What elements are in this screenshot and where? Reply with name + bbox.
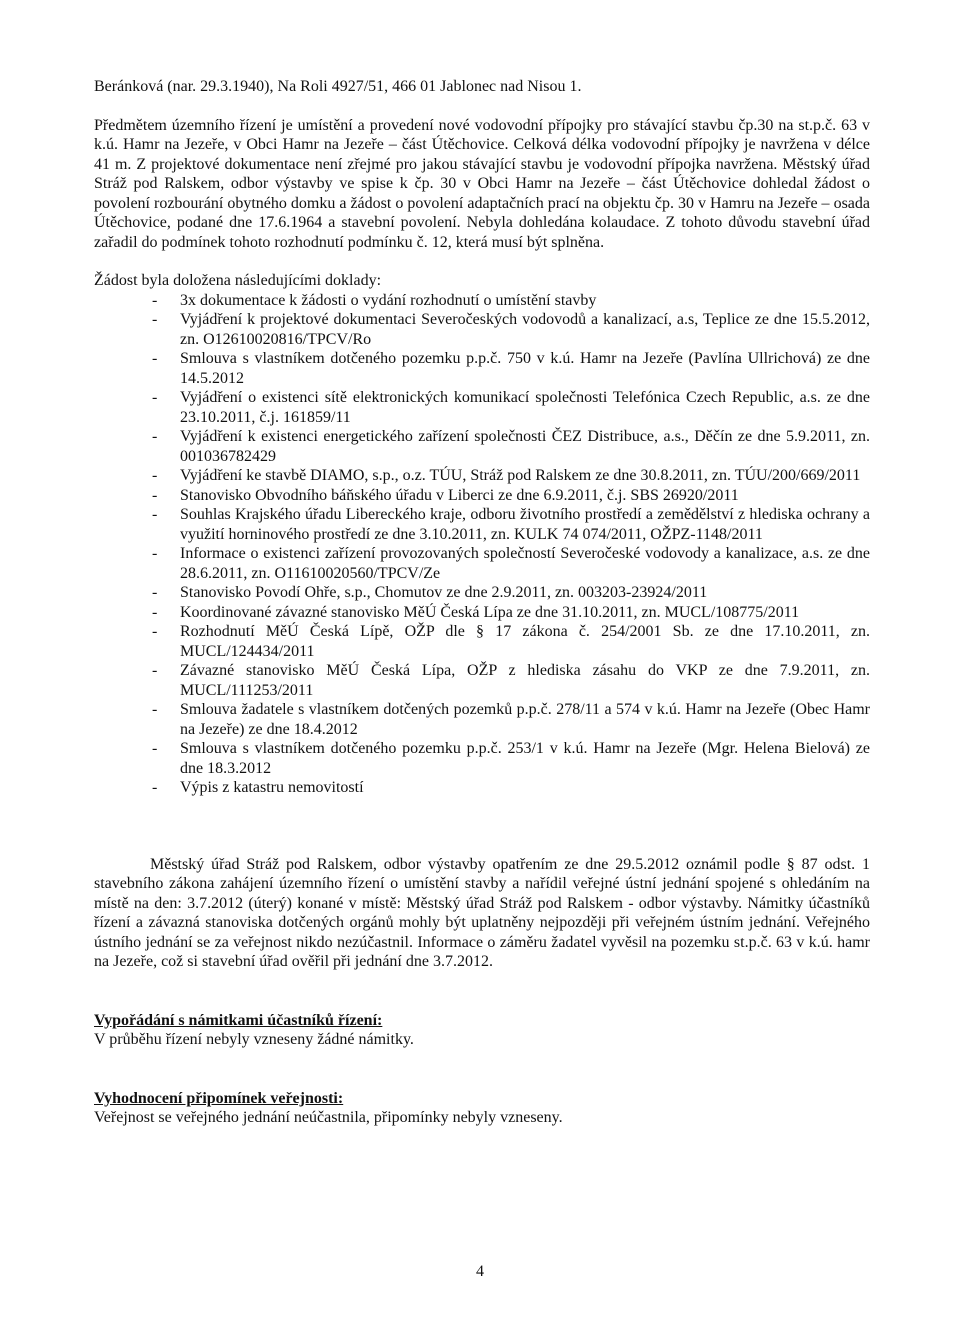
list-item: - Koordinované závazné stanovisko MěÚ Česká Lípa ze dne 31.10.2011, zn. MUCL/108775/2011 [152,603,800,621]
bullet-dash: - [152,701,158,718]
list-item: - Závazné stanovisko MěÚ Česká Lípa, OŽP z hlediska zásahu do VKP ze dne 7.9.2011, zn. MUCL/111253/2011 [152,662,870,699]
public-comments-heading: Vyhodnocení připomínek veřejnosti: [94,1089,344,1107]
bullet-dash: - [152,467,158,484]
list-item: - Vyjádření o existenci sítě elektronických komunikací společnosti Telefónica Czech Republic, a.s. ze dne 23.10.2011, č.j. 161859/11 [152,389,870,426]
list-item: - Výpis z katastru nemovitostí [152,779,364,796]
bullet-dash: - [152,311,158,328]
objections-section [94,1011,870,1050]
list-item: - Stanovisko Povodí Ohře, s.p., Chomutov ze dne 2.9.2011, zn. 003203-23924/2011 [152,584,708,601]
subject-paragraph: Předmětem územního řízení je umístění a provedení nové vodovodní přípojky pro stávající stavbu čp.30 na st.p.č. 63 v k.ú. Hamr na Jezeře, v Obci Hamr na Jezeře – část Útěchovice. Celková délka vodovodní přípojky je navržena v délce 41 m. Z projektové dokumentace není zřejmé pro jakou stávající stavbu je vodovodní přípojka navržena. Městský úřad Stráž pod Ralskem, odbor výstavby ve spise k čp. 30 v Obci Hamr na Jezeře – část Útěchovice dohledal žádost o povolení rozbourání obytného domku a žádost o povolení adaptačních prací na objektu čp. 30 v Hamru na Jezeře – osada Útěchovice, podané dne 17.6.1964 a stavební povolení. Nebyla dohledána kolaudace. Z tohoto důvodu stavební úřad zařadil do podmínek tohoto rozhodnutí podmínku č. 12, která musí být splněna. [94,116,870,251]
objections-text: V průběhu řízení nebyly vzneseny žádné námitky. [94,1031,414,1048]
public-comments-section [94,1089,870,1128]
bullet-dash: - [152,603,158,621]
documents-list [94,291,870,798]
applicant-line: Beránková (nar. 29.3.1940), Na Roli 4927/51, 466 01 Jablonec nad Nisou 1. [94,78,582,95]
bullet-dash: - [152,389,158,406]
bullet-dash: - [152,740,158,757]
list-item: - Souhlas Krajského úřadu Libereckého kraje, odboru životního prostředí a zemědělství z hlediska ochrany a využití horninového prostředí ze dne 3.10.2011, zn. KULK 74 074/2011, OŽPZ-1148/2011 [152,506,870,543]
list-item: - Vyjádření k projektové dokumentaci Severočeských vodovodů a kanalizací, a.s, Teplice ze dne 15.5.2012, zn. O12610020816/TPCV/Ro [152,311,870,348]
list-item: - Rozhodnutí MěÚ Česká Lípě, OŽP dle § 17 zákona č. 254/2001 Sb. ze dne 17.10.2011, zn. MUCL/124434/2011 [152,623,870,660]
list-item: - Informace o existenci zařízení provozovaných společností Severočeské vodovody a kanalizace, a.s. ze dne 28.6.2011, zn. O11610020560/TPCV/Ze [152,545,870,582]
list-item: - Stanovisko Obvodního báňského úřadu v Liberci ze dne 6.9.2011, č.j. SBS 26920/2011 [152,486,739,504]
bullet-dash: - [152,291,158,309]
list-item: - Vyjádření k existenci energetického zařízení společnosti ČEZ Distribuce, a.s., Děčín ze dne 5.9.2011, zn. 001036782429 [152,428,870,465]
list-item: - Vyjádření ke stavbě DIAMO, s.p., o.z. TÚU, Stráž pod Ralskem ze dne 30.8.2011, zn. TÚU/200/669/2011 [152,467,861,484]
bullet-dash: - [152,623,158,640]
page-number: 4 [476,1263,484,1280]
public-comments-text: Veřejnost se veřejného jednání neúčastnila, připomínky nebyly vzneseny. [94,1109,563,1126]
bullet-dash: - [152,428,158,445]
list-item: - 3x dokumentace k žádosti o vydání rozhodnutí o umístění stavby [152,291,597,309]
bullet-dash: - [152,662,158,679]
list-item: - Smlouva s vlastníkem dotčeného pozemku p.p.č. 750 v k.ú. Hamr na Jezeře (Pavlína Ullrichová) ze dne 14.5.2012 [152,350,870,387]
bullet-dash: - [152,545,158,562]
list-item: - Smlouva s vlastníkem dotčeného pozemku p.p.č. 253/1 v k.ú. Hamr na Jezeře (Mgr. Helena Bielová) ze dne 18.3.2012 [152,740,870,777]
list-item: - Smlouva žadatele s vlastníkem dotčených pozemků p.p.č. 278/11 a 574 v k.ú. Hamr na Jezeře (Obec Hamr na Jezeře) ze dne 18.4.2012 [152,701,870,738]
bullet-dash: - [152,779,158,796]
document-page [94,77,870,1128]
bullet-dash: - [152,486,158,504]
bullet-dash: - [152,506,158,523]
documents-intro: Žádost byla doložena následujícími doklady: [94,272,382,289]
objections-heading: Vypořádání s námitkami účastníků řízení: [94,1011,383,1029]
notice-paragraph: Městský úřad Stráž pod Ralskem, odbor výstavby opatřením ze dne 29.5.2012 oznámil podle § 87 odst. 1 stavebního zákona zahájení územního řízení o umístění stavby a nařídil veřejné ústní jednání spojené s ohledáním na místě na den: 3.7.2012 (úterý) konané v místě: Městský úřad Stráž pod Ralskem - odbor výstavby. Námitky účastníků řízení a závazná stanoviska dotčených orgánů mohly být uplatněny nejpozději při veřejném ústním jednání. Veřejného ústního jednání se za veřejnost nikdo nezúčastnil. Informace o záměru žadatel vyvěsil na pozemku st.p.č. 63 v k.ú. hamr na Jezeře, což si stavební úřad ověřil při jednání dne 3.7.2012. [94,855,870,970]
bullet-dash: - [152,584,158,601]
bullet-dash: - [152,350,158,367]
